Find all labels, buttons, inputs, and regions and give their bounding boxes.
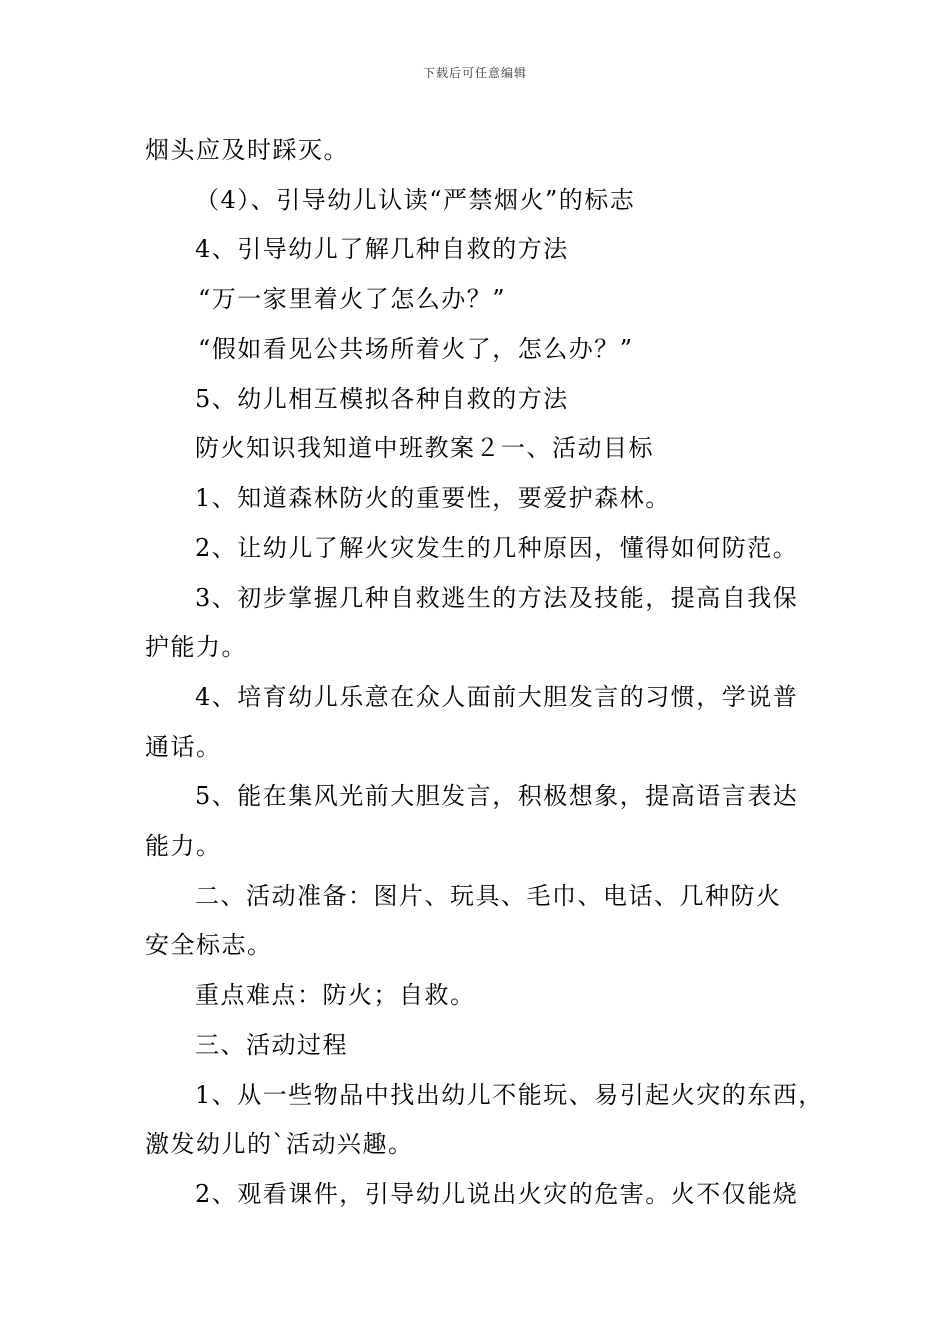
- paragraph-line: 激发幼儿的`活动兴趣。: [145, 1130, 414, 1158]
- paragraph-line: 二、活动准备：图片、玩具、毛巾、电话、几种防火: [195, 882, 782, 910]
- paragraph-line: 5、能在集风光前大胆发言，积极想象，提高语言表达: [195, 782, 799, 810]
- paragraph-line: 3、初步掌握几种自救逃生的方法及技能，提高自我保: [195, 584, 799, 612]
- paragraph-line: 1、知道森林防火的重要性，要爱护森林。: [195, 484, 671, 512]
- paragraph-line: 4、培育幼儿乐意在众人面前大胆发言的习惯，学说普: [195, 683, 799, 711]
- paragraph-line: “万一家里着火了怎么办？”: [198, 285, 507, 313]
- paragraph-line: 安全标志。: [145, 931, 273, 959]
- paragraph-line: （4）、引导幼儿认读“严禁烟火”的标志: [195, 186, 636, 214]
- paragraph-line: 烟头应及时踩灭。: [145, 136, 349, 164]
- paragraph-line: 能力。: [145, 832, 222, 860]
- paragraph-line: 防火知识我知道中班教案２一、活动目标: [195, 434, 654, 462]
- page-header: 下载后可任意编辑: [422, 66, 527, 80]
- paragraph-line: 护能力。: [145, 633, 247, 661]
- paragraph-line: 三、活动过程: [195, 1031, 348, 1059]
- paragraph-line: 重点难点：防火；自救。: [195, 981, 476, 1009]
- paragraph-line: “假如看见公共场所着火了，怎么办？”: [198, 335, 634, 363]
- paragraph-line: 2、观看课件，引导幼儿说出火灾的危害。火不仅能烧: [195, 1180, 799, 1208]
- paragraph-line: 4、引导幼儿了解几种自救的方法: [195, 235, 569, 263]
- paragraph-line: 通话。: [145, 733, 222, 761]
- paragraph-line: 5、幼儿相互模拟各种自救的方法: [195, 385, 569, 413]
- paragraph-line: 1、从一些物品中找出幼儿不能玩、易引起火灾的东西，: [195, 1081, 824, 1109]
- paragraph-line: 2、让幼儿了解火灾发生的几种原因，懂得如何防范。: [195, 534, 799, 562]
